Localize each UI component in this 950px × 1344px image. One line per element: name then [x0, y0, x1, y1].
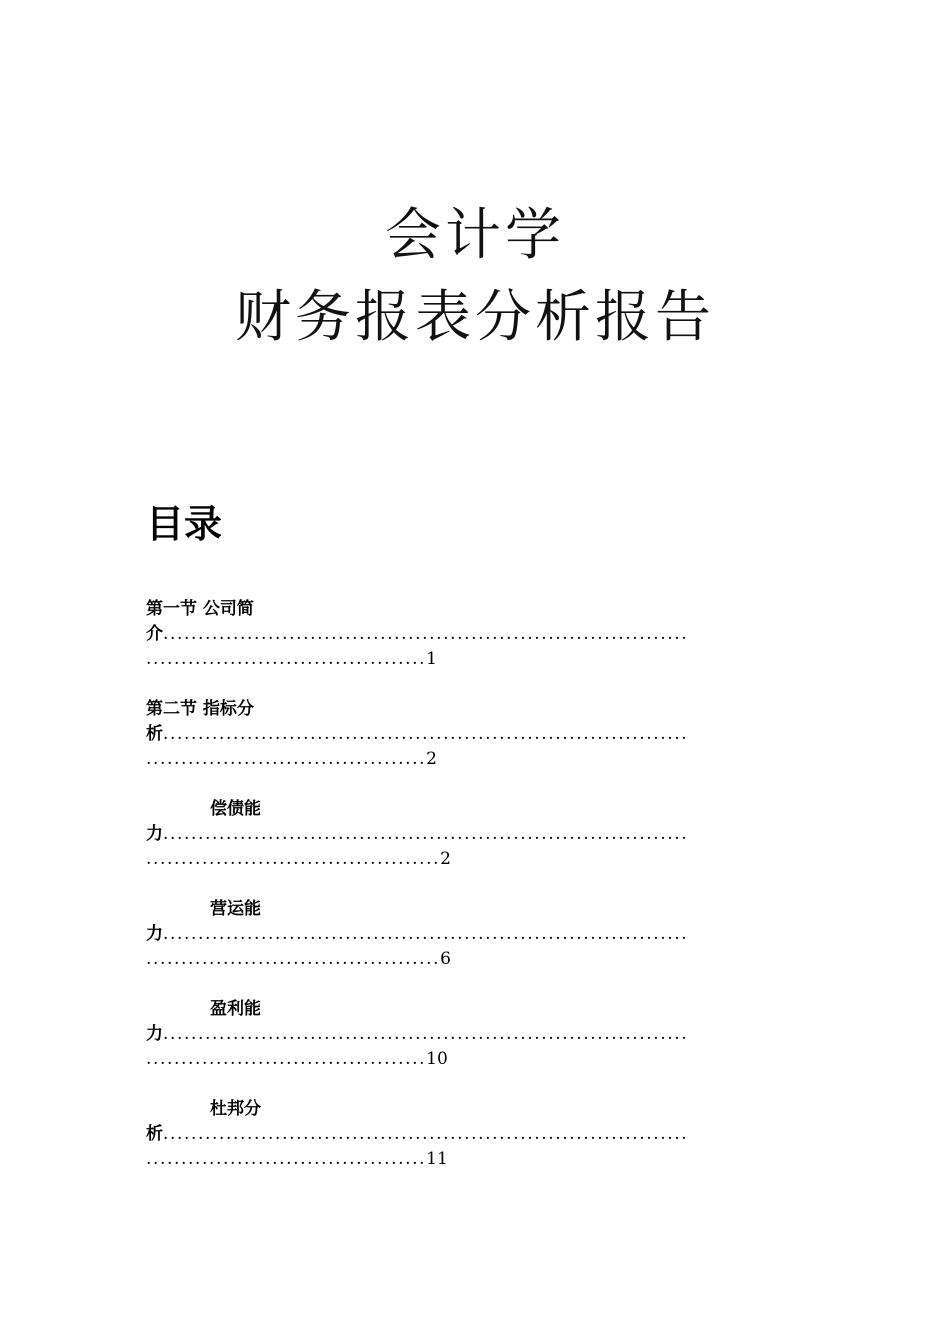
- toc-entry-label-tail: 力: [146, 1024, 163, 1044]
- toc-entry-label-tail: 介: [146, 624, 163, 644]
- toc-entry-leader-line: [146, 922, 806, 947]
- toc-entry-page-number: 2: [426, 749, 437, 769]
- toc-entry-page-line: [146, 647, 806, 672]
- toc-leader-dots: ...........................................................................: [163, 1024, 689, 1044]
- toc-entry-leader-line: [146, 1122, 806, 1147]
- toc-leader-dots: ...........................................................................: [163, 924, 689, 944]
- toc-entry[interactable]: [146, 797, 806, 872]
- toc-leader-dots: ........................................: [146, 649, 427, 669]
- toc-entry-label-tail: 力: [146, 824, 163, 844]
- toc-leader-dots: ...........................................................................: [163, 724, 689, 744]
- toc-entry-leader-line: [146, 622, 806, 647]
- toc-entry-page-number: 2: [440, 849, 451, 869]
- toc-leader-dots: ...........................................................................: [163, 824, 689, 844]
- toc-entry-leader-line: [146, 822, 806, 847]
- toc-leader-dots: ...........................................................................: [163, 624, 689, 644]
- toc-entry-page-number: 1: [426, 649, 437, 669]
- toc-leader-dots: ........................................: [146, 1149, 427, 1169]
- toc-leader-dots: ...........................................................................: [163, 1124, 689, 1144]
- toc-entry-page-line: [146, 847, 806, 872]
- toc-leader-dots: ..........................................: [146, 849, 441, 869]
- toc-entry-label-tail: 析: [146, 1124, 163, 1144]
- toc-entry-page-number: 6: [440, 949, 451, 969]
- toc-entry-page-line: [146, 747, 806, 772]
- toc-entry-page-line: [146, 1147, 806, 1172]
- toc-heading: 目录: [146, 502, 223, 546]
- toc-entry-label: 第一节 公司简: [146, 599, 254, 619]
- toc-leader-dots: ........................................: [146, 749, 427, 769]
- toc-entry-page-line: [146, 947, 806, 972]
- toc-entry-label: 偿债能: [210, 799, 261, 819]
- toc-leader-dots: ..........................................: [146, 949, 441, 969]
- report-title-line-1: 会计学: [385, 203, 565, 268]
- toc-entry[interactable]: [146, 897, 806, 972]
- toc-entry-label: 杜邦分: [210, 1099, 261, 1119]
- toc-entry-page-number: 11: [426, 1149, 448, 1169]
- toc-entry-label: 营运能: [210, 899, 261, 919]
- toc-entry-label-tail: 析: [146, 724, 163, 744]
- toc-entry-label: 盈利能: [210, 999, 261, 1019]
- toc-entry-label-tail: 力: [146, 924, 163, 944]
- toc-entry[interactable]: [146, 697, 806, 772]
- toc-entry[interactable]: [146, 597, 806, 672]
- toc-entry-leader-line: [146, 1022, 806, 1047]
- toc-leader-dots: ........................................: [146, 1049, 427, 1069]
- report-title-line-2: 财务报表分析报告: [235, 285, 715, 350]
- toc-entry-label: 第二节 指标分: [146, 699, 254, 719]
- toc-entry-page-line: [146, 1047, 806, 1072]
- toc-entry[interactable]: [146, 997, 806, 1072]
- toc-entry-leader-line: [146, 722, 806, 747]
- toc-entry[interactable]: [146, 1097, 806, 1172]
- toc-entry-page-number: 10: [426, 1049, 448, 1069]
